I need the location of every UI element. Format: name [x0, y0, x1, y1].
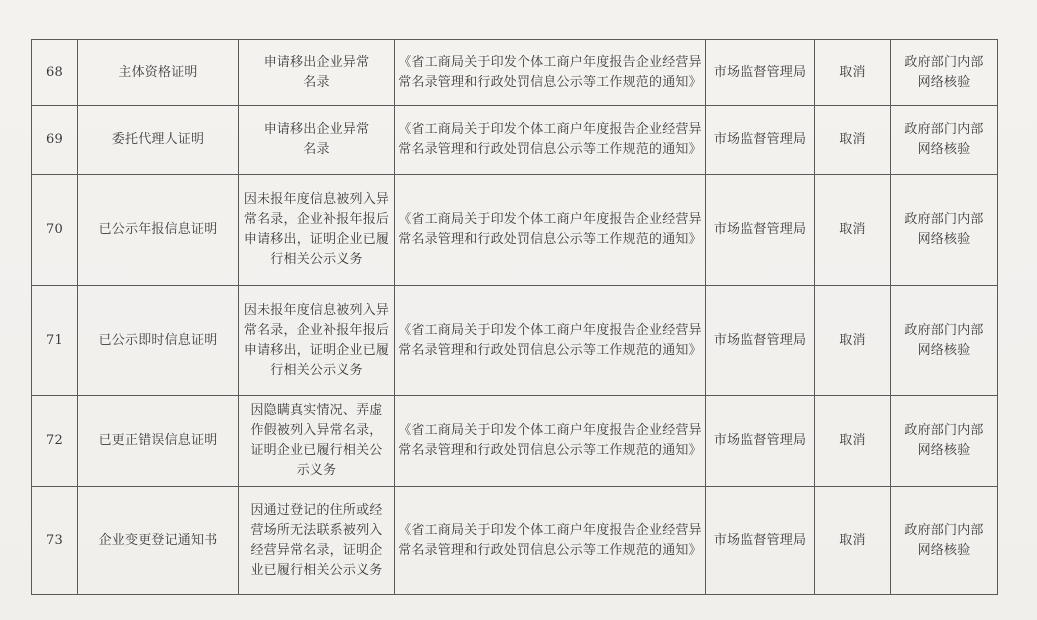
certificate-purpose: 因未报年度信息被列入异常名录，企业补报年报后申请移出，证明企业已履行相关公示义务: [239, 175, 395, 286]
department: 市场监督管理局: [706, 40, 815, 106]
alternative-method: 政府部门内部网络核验: [891, 286, 998, 396]
table-row: [32, 175, 998, 286]
row-number: 68: [32, 40, 78, 106]
certificate-purpose: 申请移出企业异常名录: [239, 106, 395, 175]
certificate-table: [31, 39, 998, 595]
table-row: [32, 286, 998, 396]
action: 取消: [815, 487, 891, 595]
legal-basis: 《省工商局关于印发个体工商户年度报告企业经营异常名录管理和行政处罚信息公示等工作规范的通知》: [395, 106, 706, 175]
certificate-purpose: 申请移出企业异常名录: [239, 40, 395, 106]
row-number: 73: [32, 487, 78, 595]
department: 市场监督管理局: [706, 175, 815, 286]
legal-basis: 《省工商局关于印发个体工商户年度报告企业经营异常名录管理和行政处罚信息公示等工作规范的通知》: [395, 40, 706, 106]
action: 取消: [815, 40, 891, 106]
alternative-method: 政府部门内部网络核验: [891, 40, 998, 106]
certificate-name: 已更正错误信息证明: [78, 396, 239, 487]
certificate-purpose: 因隐瞒真实情况、弄虚作假被列入异常名录，证明企业已履行相关公示义务: [239, 396, 395, 487]
row-number: 72: [32, 396, 78, 487]
action: 取消: [815, 286, 891, 396]
row-number: 69: [32, 106, 78, 175]
legal-basis: 《省工商局关于印发个体工商户年度报告企业经营异常名录管理和行政处罚信息公示等工作规范的通知》: [395, 286, 706, 396]
department: 市场监督管理局: [706, 286, 815, 396]
department: 市场监督管理局: [706, 396, 815, 487]
table-row: [32, 40, 998, 106]
department: 市场监督管理局: [706, 487, 815, 595]
alternative-method: 政府部门内部网络核验: [891, 396, 998, 487]
table-row: [32, 106, 998, 175]
table-row: [32, 396, 998, 487]
department: 市场监督管理局: [706, 106, 815, 175]
legal-basis: 《省工商局关于印发个体工商户年度报告企业经营异常名录管理和行政处罚信息公示等工作规范的通知》: [395, 396, 706, 487]
certificate-name: 已公示即时信息证明: [78, 286, 239, 396]
certificate-name: 主体资格证明: [78, 40, 239, 106]
legal-basis: 《省工商局关于印发个体工商户年度报告企业经营异常名录管理和行政处罚信息公示等工作规范的通知》: [395, 487, 706, 595]
action: 取消: [815, 396, 891, 487]
alternative-method: 政府部门内部网络核验: [891, 106, 998, 175]
row-number: 70: [32, 175, 78, 286]
certificate-name: 委托代理人证明: [78, 106, 239, 175]
alternative-method: 政府部门内部网络核验: [891, 487, 998, 595]
certificate-name: 企业变更登记通知书: [78, 487, 239, 595]
legal-basis: 《省工商局关于印发个体工商户年度报告企业经营异常名录管理和行政处罚信息公示等工作规范的通知》: [395, 175, 706, 286]
action: 取消: [815, 106, 891, 175]
certificate-purpose: 因通过登记的住所或经营场所无法联系被列入经营异常名录，证明企业已履行相关公示义务: [239, 487, 395, 595]
certificate-name: 已公示年报信息证明: [78, 175, 239, 286]
alternative-method: 政府部门内部网络核验: [891, 175, 998, 286]
row-number: 71: [32, 286, 78, 396]
table-row: [32, 487, 998, 595]
action: 取消: [815, 175, 891, 286]
certificate-purpose: 因未报年度信息被列入异常名录，企业补报年报后申请移出，证明企业已履行相关公示义务: [239, 286, 395, 396]
